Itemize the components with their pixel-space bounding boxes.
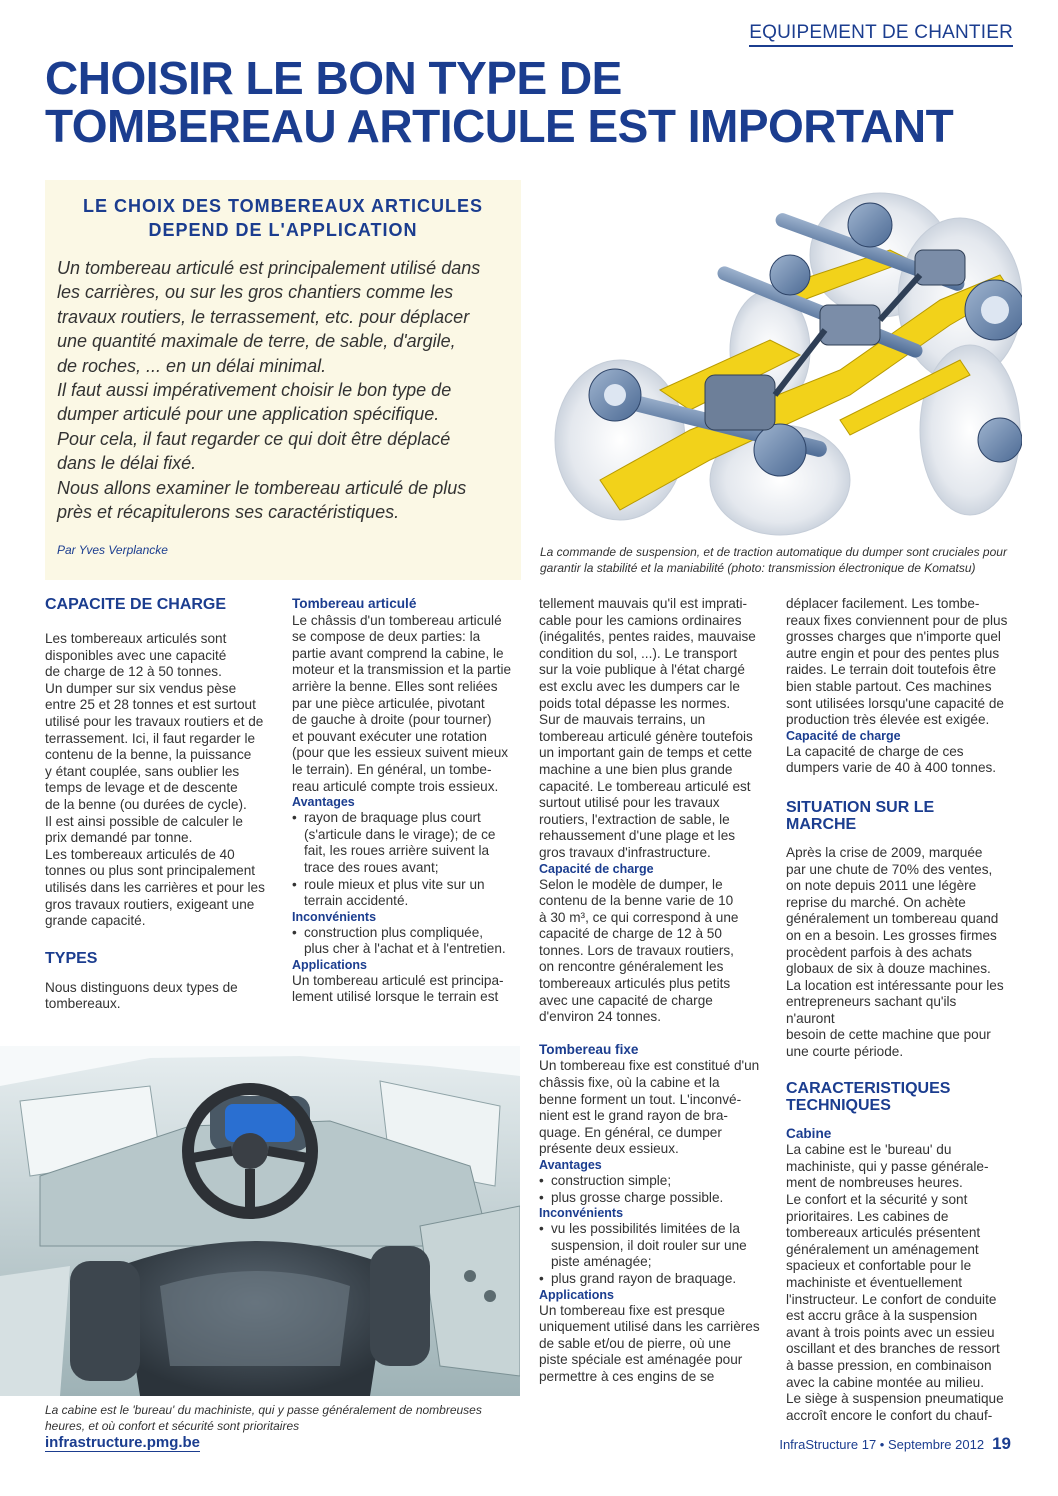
text-line: on en a besoin. Les grosses firmes: [786, 927, 997, 943]
text-line: sont utilisées lorsqu'une capacité de: [786, 695, 1004, 711]
text-line: le terrain). En général, un tombe-: [292, 761, 492, 777]
text-line: se compose de deux parties: la: [292, 629, 481, 645]
text-line: (pour que les essieux suivent mieux: [292, 745, 509, 761]
text-line: terrassement. Ici, il faut regarder le: [45, 730, 256, 746]
text-line: Le siège à suspension pneumatique: [786, 1391, 1004, 1407]
bullet-line: fait, les roues arrière suivent la: [304, 843, 490, 859]
text-line: arrière la benne. Elles sont reliées: [292, 678, 498, 694]
text-line: de charge de 12 à 50 tonnes.: [45, 664, 222, 680]
subheading-inconvenients: Inconvénients: [539, 1206, 624, 1221]
text-line: châssis fixe, où la cabine et la: [539, 1075, 720, 1091]
bullet-line: (s'articule dans le virage); de ce: [304, 826, 496, 842]
paragraph: [292, 613, 514, 796]
heading-capacite: CAPACITE DE CHARGE: [45, 596, 227, 613]
paragraph: [786, 1142, 1008, 1424]
text-line: tonnes ou plus sont principalement: [45, 863, 256, 879]
bullet-line: roule mieux et plus vite sur un: [304, 876, 485, 892]
paragraph: [786, 744, 1008, 777]
subheading-applications: Applications: [539, 1287, 615, 1302]
text-line: dumpers varie de 40 à 400 tonnes.: [786, 760, 997, 776]
text-line: une courte période.: [786, 1044, 904, 1060]
text-line: Un dumper sur six vendus pèse: [45, 680, 237, 696]
text-line: de sable et/ou de pierre, où une: [539, 1335, 731, 1351]
intro-line: dumper articulé pour une application spécifique.: [57, 404, 440, 425]
text-line: Sur de mauvais terrains, un: [539, 712, 706, 728]
intro-box: [45, 180, 521, 580]
text-line: condition du sol, ...). Le transport: [539, 645, 737, 661]
bullet-line: piste aménagée;: [551, 1254, 652, 1270]
heading-types: TYPES: [45, 949, 98, 967]
text-line: Le confort et la sécurité y sont: [786, 1192, 968, 1208]
text-line: gros travaux routiers, exigeant une: [45, 896, 255, 912]
text-line: besoin de cette machine que pour: [786, 1027, 991, 1043]
text-line: oscillant et des branches de ressort: [786, 1341, 1000, 1357]
text-line: déplacer facilement. Les tombe-: [786, 596, 980, 611]
text-line: prioritaires. Les cabines de: [786, 1208, 949, 1224]
text-line: cable pour les camions ordinaires: [539, 612, 742, 628]
section-tag: EQUIPEMENT DE CHANTIER: [749, 22, 1013, 47]
text-line: Les tombereaux articulés de 40: [45, 846, 235, 862]
bullet-item: [539, 1173, 761, 1190]
text-line: uniquement utilisé dans les carrières: [539, 1319, 760, 1335]
intro-body: [57, 256, 513, 524]
paragraph: [786, 596, 1008, 729]
text-line: reaux fixes conviennent pour de plus: [786, 612, 1008, 628]
text-line: La capacité de charge de ces: [786, 743, 964, 759]
text-line: quage. En général, ce dumper: [539, 1124, 722, 1140]
subheading-applications: Applications: [292, 957, 368, 972]
text-line: routiers, l'extraction de sable, le: [539, 811, 730, 827]
text-line: temps de levage et de descente: [45, 780, 238, 796]
text-line: Les tombereaux articulés sont: [45, 631, 227, 646]
paragraph: [45, 631, 267, 930]
paragraph: [292, 973, 514, 1006]
cabin-photo: [0, 1046, 520, 1396]
text-line: La cabine est le 'bureau' du: [786, 1142, 952, 1158]
text-line: globaux de six à douze machines.: [786, 961, 991, 977]
text-line: utilisé pour les travaux routiers et de: [45, 713, 264, 729]
intro-line: de roches, ... en un délai minimal.: [57, 355, 327, 376]
heading-line: CARACTERISTIQUES: [786, 1079, 951, 1097]
intro-line: près et récapitulerons ses caractéristiques.: [57, 502, 400, 523]
text-line: y étant couplée, sans oublier les: [45, 763, 240, 779]
text-line: tombereaux articulés plus petits: [539, 976, 731, 992]
paragraph: [539, 1303, 761, 1386]
byline: Par Yves Verplancke: [57, 543, 168, 557]
chassis-illustration: [540, 180, 1022, 540]
text-line: surtout utilisé pour les travaux: [539, 795, 720, 811]
cabin-photo-caption: [45, 1402, 515, 1434]
bullet-list: [539, 1221, 761, 1287]
text-line: rehaussement d'une plage et les: [539, 828, 736, 844]
text-line: nient est le grand rayon de bra-: [539, 1108, 728, 1124]
text-line: raides. Le terrain doit toutefois être: [786, 662, 997, 678]
bullet-item: [292, 877, 514, 910]
intro-heading: [45, 194, 521, 242]
caption-line: La cabine est le 'bureau' du machiniste, qui y passe généralement de nombreuses: [45, 1403, 482, 1417]
intro-heading-line: DEPEND DE L'APPLICATION: [148, 220, 418, 240]
text-line: permettre à ces engins de se: [539, 1368, 715, 1384]
column-4: [786, 596, 1008, 1424]
text-line: La location est intéressante pour les: [786, 977, 1004, 993]
text-line: avant à trois points avec un essieu: [786, 1324, 995, 1340]
text-line: accroît encore le confort du chauf-: [786, 1407, 993, 1423]
subheading-cabine: Cabine: [786, 1125, 832, 1141]
page-number: 19: [992, 1434, 1011, 1453]
bullet-line: vu les possibilités limitées de la: [551, 1221, 740, 1237]
text-line: partie avant comprend la cabine, le: [292, 645, 504, 661]
text-line: tellement mauvais qu'il est imprati-: [539, 596, 748, 611]
heading-marche: SITUATION SUR LE MARCHE: [786, 798, 935, 833]
bullet-line: construction plus compliquée,: [304, 924, 484, 940]
bullet-line: trace des roues avant;: [304, 859, 439, 875]
text-line: reprise du marché. On achète: [786, 894, 966, 910]
text-line: capacité de charge de 12 à 50: [539, 926, 722, 942]
paragraph: [539, 1058, 761, 1158]
text-line: on rencontre généralement les: [539, 959, 724, 975]
text-line: tonnes. Lors de travaux routiers,: [539, 942, 734, 958]
text-line: gros travaux d'infrastructure.: [539, 844, 711, 860]
bullet-line: terrain accidenté.: [304, 893, 409, 909]
intro-heading-line: LE CHOIX DES TOMBEREAUX ARTICULES: [82, 196, 484, 216]
subheading-capacite: Capacité de charge: [539, 861, 654, 876]
subheading-inconvenients: Inconvénients: [292, 909, 377, 924]
text-line: Le châssis d'un tombereau articulé: [292, 612, 502, 628]
text-line: bien stable partout. Ces machines: [786, 678, 992, 694]
bullet-line: construction simple;: [551, 1173, 672, 1188]
text-line: prix demandé par tonne.: [45, 830, 193, 846]
intro-line: une quantité maximale de terre, de sable, d'argile,: [57, 331, 456, 352]
text-line: et pouvant exécuter une rotation: [292, 728, 487, 744]
text-line: moteur et la transmission et la partie: [292, 662, 512, 678]
text-line: l'instructeur. Le confort de conduite: [786, 1291, 997, 1307]
text-line: lement utilisé lorsque le terrain est: [292, 989, 499, 1005]
text-line: un important gain de temps et cette: [539, 745, 753, 761]
text-line: on note depuis 2011 une légère: [786, 878, 977, 894]
text-line: présente deux essieux.: [539, 1141, 679, 1157]
caption-line: La commande de suspension, et de traction automatique du dumper sont cruciales pour: [540, 545, 1007, 559]
text-line: utilisés dans les carrières et pour les: [45, 879, 265, 895]
heading-caracteristiques: [786, 1080, 1008, 1114]
footer-issue: [779, 1434, 1011, 1454]
bullet-line: plus cher à l'achat et à l'entretien.: [304, 941, 506, 957]
text-line: Un tombereau fixe est constitué d'un: [539, 1058, 760, 1074]
text-line: autre engin et pour des pentes plus: [786, 645, 1000, 661]
subheading-avantages: Avantages: [539, 1158, 602, 1172]
paragraph: [539, 877, 761, 1026]
text-line: tombereaux articulés présentent: [786, 1225, 981, 1241]
text-line: poids total dépasse les normes.: [539, 695, 731, 711]
paragraph: [539, 596, 761, 862]
text-line: de la benne (ou durées de cycle).: [45, 796, 247, 812]
text-line: à basse pression, en combinaison: [786, 1357, 992, 1373]
text-line: est accru grâce à la suspension: [786, 1308, 978, 1324]
title-line-1: CHOISIR LE BON TYPE DE: [45, 52, 622, 104]
intro-line: Pour cela, il faut regarder ce qui doit être déplacé: [57, 428, 451, 449]
text-line: Un tombereau fixe est presque: [539, 1302, 725, 1318]
column-1: [45, 596, 267, 1013]
text-line: disponibles avec une capacité: [45, 647, 227, 663]
footer-issue-text: InfraStructure 17 • Septembre 2012: [779, 1437, 985, 1452]
text-line: benne forment un tout. L'inconvé-: [539, 1091, 742, 1107]
text-line: sur la voie publique à l'état chargé: [539, 662, 745, 678]
text-line: de gauche à droite (pour tourner): [292, 712, 492, 728]
bullet-list: [539, 1173, 761, 1206]
text-line: par une chute de 70% des ventes,: [786, 861, 993, 877]
text-line: Selon le modèle de dumper, le: [539, 876, 723, 892]
caption-line: heures, et où confort et sécurité sont prioritaires: [45, 1419, 300, 1433]
text-line: entrepreneurs sachant qu'ils n'auront: [786, 994, 957, 1026]
heading-articule: Tombereau articulé: [292, 596, 417, 611]
text-line: d'environ 24 tonnes.: [539, 1009, 662, 1025]
text-line: Il est ainsi possible de calculer le: [45, 813, 243, 829]
bullet-line: rayon de braquage plus court: [304, 810, 481, 826]
column-2: [292, 596, 514, 1006]
heading-fixe: Tombereau fixe: [539, 1041, 639, 1057]
text-line: à 30 m³, ce qui correspond à une: [539, 909, 739, 925]
caption-line: garantir la stabilité et la maniabilité (photo: transmission électronique de Komatsu): [540, 561, 976, 575]
text-line: piste spéciale est aménagée pour: [539, 1352, 743, 1368]
text-line: capacité. Le tombereau articulé est: [539, 778, 751, 794]
text-line: grosses charges que n'importe quel: [786, 629, 1001, 645]
text-line: production très élevée est exigée.: [786, 712, 990, 728]
text-line: généralement un aménagement: [786, 1241, 979, 1257]
column-3: [539, 596, 761, 1386]
bullet-line: plus grand rayon de braquage.: [551, 1270, 737, 1286]
text-line: grande capacité.: [45, 913, 146, 929]
subheading-avantages: Avantages: [292, 795, 355, 810]
text-line: procèdent parfois à des achats: [786, 944, 972, 960]
footer-url-link[interactable]: infrastructure.pmg.be: [45, 1434, 201, 1451]
text-line: Après la crise de 2009, marquée: [786, 844, 983, 860]
text-line: (inégalités, pentes raides, mauvaise: [539, 629, 756, 645]
bullet-item: [539, 1190, 761, 1207]
text-line: machine a une bien plus grande: [539, 761, 733, 777]
text-line: est exclu avec les dumpers car le: [539, 678, 740, 694]
text-line: Un tombereau articulé est principa-: [292, 972, 504, 988]
bullet-line: suspension, il doit rouler sur une: [551, 1237, 747, 1253]
bullet-list: [292, 810, 514, 910]
text-line: entre 25 et 28 tonnes et est surtout: [45, 697, 256, 713]
bullet-item: [539, 1271, 761, 1288]
bullet-line: plus grosse charge possible.: [551, 1189, 724, 1205]
heading-line: TECHNIQUES: [786, 1096, 891, 1114]
text-line: avec la cabine montée au milieu.: [786, 1374, 984, 1390]
intro-line: Il faut aussi impérativement choisir le bon type de: [57, 380, 452, 401]
text-line: généralement un tombereau quand: [786, 911, 999, 927]
paragraph: [45, 980, 267, 1013]
text-line: contenu de la benne, la puissance: [45, 747, 252, 763]
text-line: tombereaux.: [45, 996, 121, 1012]
text-line: machiniste, qui y passe générale-: [786, 1158, 989, 1174]
text-line: Nous distinguons deux types de: [45, 979, 238, 995]
bullet-item: [539, 1221, 761, 1271]
bullet-item: [292, 810, 514, 876]
text-line: tombereau articulé génère toutefois: [539, 728, 753, 744]
intro-line: les carrières, ou sur les gros chantiers comme les: [57, 282, 454, 303]
text-line: spacieux et confortable pour le: [786, 1258, 972, 1274]
intro-line: Un tombereau articulé est principalement utilisé dans: [57, 258, 481, 278]
title-line-2: TOMBEREAU ARTICULE EST IMPORTANT: [45, 100, 954, 152]
text-line: par une pièce articulée, pivotant: [292, 695, 485, 711]
text-line: reau articulé compte trois essieux.: [292, 778, 499, 794]
intro-line: travaux routiers, le terrassement, etc. pour déplacer: [57, 306, 470, 327]
top-image-caption: [540, 544, 1030, 576]
page-title: [45, 54, 1025, 150]
text-line: contenu de la benne varie de 10: [539, 893, 734, 909]
intro-line: Nous allons examiner le tombereau articulé de plus: [57, 477, 467, 498]
bullet-item: [292, 925, 514, 958]
subheading-capacite: Capacité de charge: [786, 728, 901, 743]
text-line: avec une capacité de charge: [539, 992, 713, 1008]
text-line: machiniste et éventuellement: [786, 1275, 963, 1290]
paragraph: [786, 845, 1008, 1061]
bullet-list: [292, 925, 514, 958]
text-line: ment de nombreuses heures.: [786, 1175, 963, 1191]
intro-line: dans le délai fixé.: [57, 453, 197, 474]
